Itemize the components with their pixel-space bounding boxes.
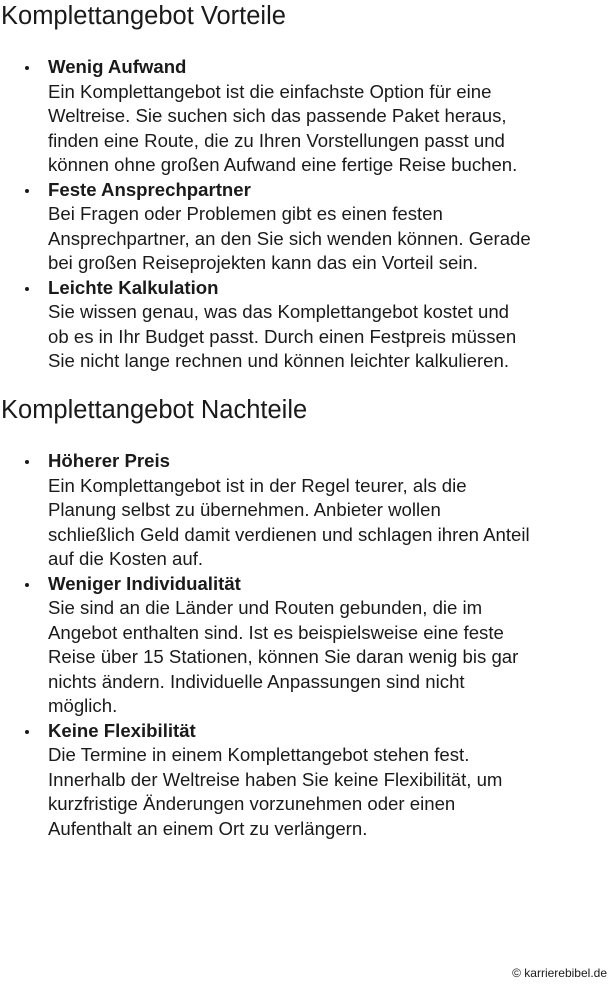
- item-text-line: Sie nicht lange rechnen und können leichter kalkulieren.: [48, 350, 510, 371]
- item-text-line: auf die Kosten auf.: [48, 548, 204, 569]
- item-title: Feste Ansprechpartner: [48, 178, 251, 200]
- item-text-line: Aufenthalt an einem Ort zu verlängern.: [48, 817, 368, 839]
- bullet-icon: [25, 287, 29, 291]
- list-item-weniger-individualitaet: [0, 572, 611, 719]
- list-item-leichte-kalkulation: [0, 276, 611, 374]
- item-text-line: Ansprechpartner, an den Sie sich wenden können. Gerade: [48, 227, 531, 249]
- list-item-wenig-aufwand: [0, 55, 611, 178]
- item-text-line: können ohne großen Aufwand eine fertige Reise buchen.: [48, 154, 518, 175]
- item-text-line: Bei Fragen oder Problemen gibt es einen festen: [48, 203, 443, 224]
- item-text-line: kurzfristige Änderungen vorzunehmen oder einen: [48, 793, 456, 814]
- item-text-line: finden eine Route, die zu Ihren Vorstellungen passt und: [48, 129, 505, 151]
- list-item-feste-ansprechpartner: [0, 178, 611, 276]
- item-title: Leichte Kalkulation: [48, 276, 219, 298]
- item-title: Höherer Preis: [48, 450, 170, 471]
- item-title: Wenig Aufwand: [48, 56, 187, 77]
- item-text-line: Ein Komplettangebot ist die einfachste Option für eine: [48, 80, 492, 102]
- item-text-line: Angebot enthalten sind. Ist es beispielsweise eine feste: [48, 621, 504, 643]
- bullet-icon: [25, 730, 29, 734]
- bullet-icon: [25, 583, 29, 587]
- section-heading-vorteile: Komplettangebot Vorteile: [1, 2, 286, 30]
- section-heading-nachteile: Komplettangebot Nachteile: [1, 396, 308, 424]
- item-text-line: Weltreise. Sie suchen sich das passende Paket heraus,: [48, 105, 507, 126]
- list-item-hoeherer-preis: [0, 449, 611, 572]
- item-text-line: nichts ändern. Individuelle Anpassungen sind nicht: [48, 670, 465, 692]
- nachteile-list: [0, 449, 611, 841]
- bullet-icon: [25, 460, 29, 464]
- item-title: Keine Flexibilität: [48, 719, 196, 741]
- item-text-line: schließlich Geld damit verdienen und schlagen ihren Anteil: [48, 523, 530, 545]
- vorteile-list: [0, 55, 611, 374]
- item-text-line: möglich.: [48, 695, 118, 716]
- item-text-line: ob es in Ihr Budget passt. Durch einen Festpreis müssen: [48, 325, 517, 347]
- item-text-line: Innerhalb der Weltreise haben Sie keine Flexibilität, um: [48, 768, 503, 790]
- item-text-line: Reise über 15 Stationen, können Sie daran wenig bis gar: [48, 646, 519, 667]
- item-text-line: Planung selbst zu übernehmen. Anbieter wollen: [48, 499, 441, 520]
- copyright-footer: © karrierebibel.de: [512, 966, 607, 980]
- bullet-icon: [25, 66, 29, 70]
- item-text-line: Die Termine in einem Komplettangebot stehen fest.: [48, 744, 470, 765]
- list-item-keine-flexibilitaet: [0, 719, 611, 842]
- item-text-line: Ein Komplettangebot ist in der Regel teurer, als die: [48, 474, 467, 496]
- item-text-line: Sie wissen genau, was das Komplettangebot kostet und: [48, 301, 510, 322]
- item-title: Weniger Individualität: [48, 572, 241, 594]
- bullet-icon: [25, 189, 29, 193]
- item-text-line: Sie sind an die Länder und Routen gebunden, die im: [48, 597, 483, 618]
- item-text-line: bei großen Reiseprojekten kann das ein Vorteil sein.: [48, 252, 478, 273]
